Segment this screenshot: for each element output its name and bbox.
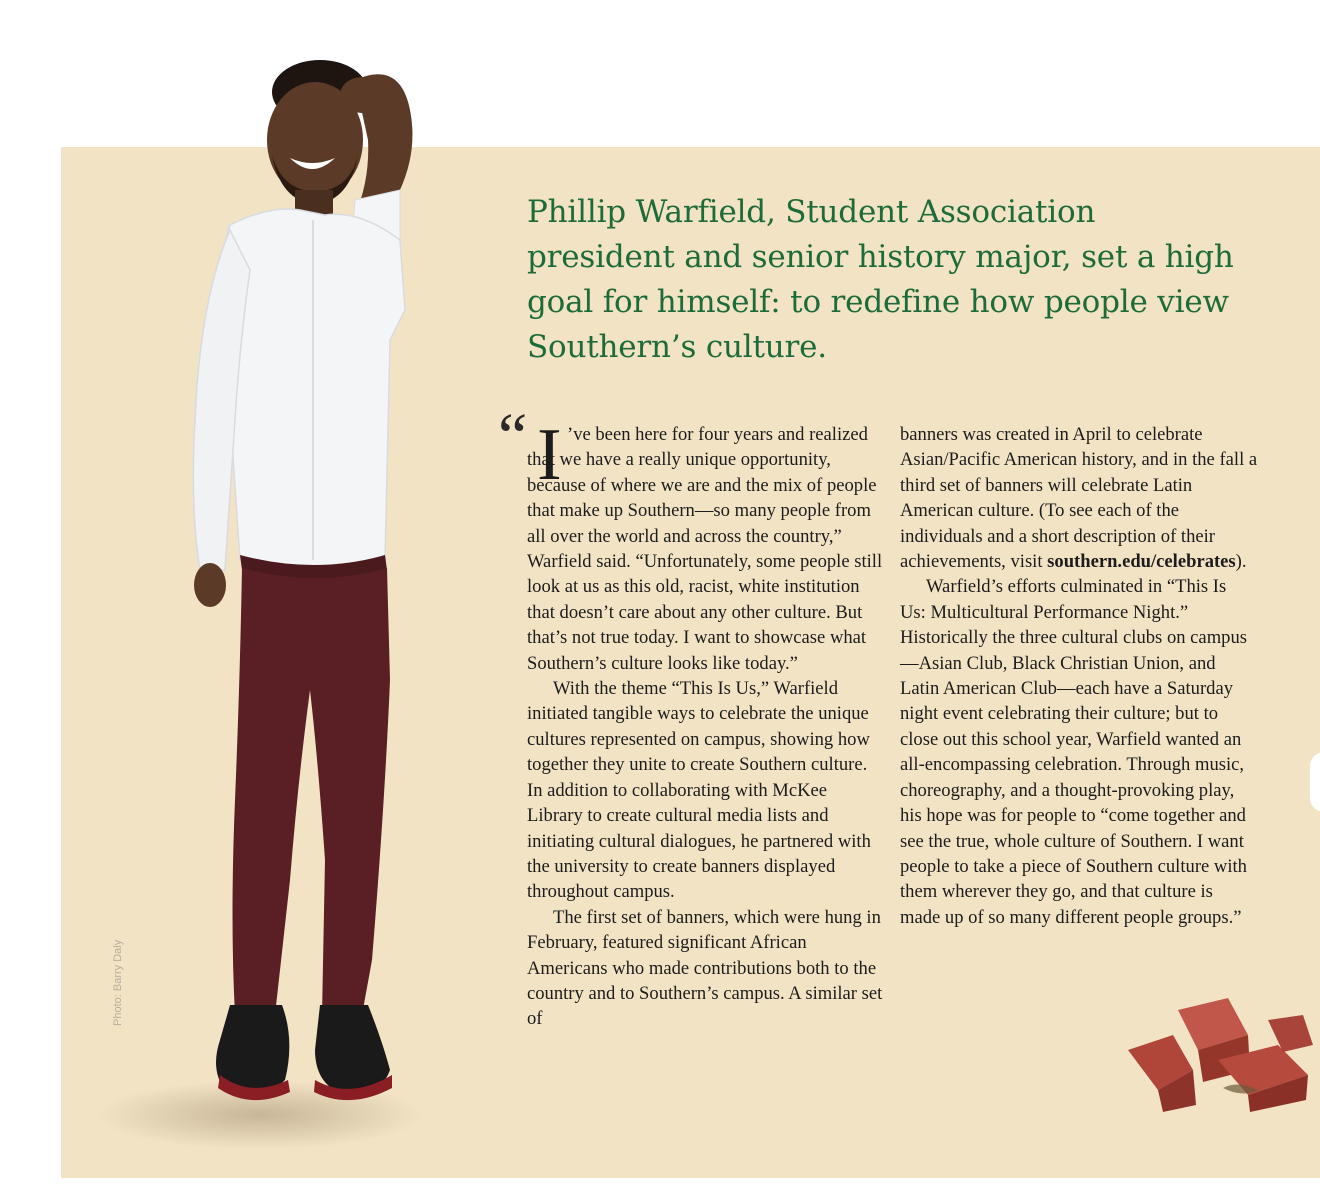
paragraph-theme: With the theme “This Is Us,” Warfield initiated tangible ways to celebrate the unique cultures represented on campus, showing how together they unite to create Southern culture. In addition to collaborating with McKee Library to create cultural media lists and initiating cultural dialogues, he partnered with the university to create banners displayed throughout campus. <box>527 678 871 903</box>
banners-cont-text: banners was created in April to celebrate Asian/Pacific American history, and in the fall a third set of banners will celebrate Latin American culture. (To see each of the individuals and a short description of their achievements, visit <box>900 424 1258 573</box>
paragraph-intro-text: ’ve been here for four years and realized that we have a really unique opportunity, because of where we are and the mix of people that make up Southern—so many people from all over the world and across the country,” Warfield said. “Unfortunately, some people still look at us as this old, racist, white institution that doesn’t care about any other culture. But that’s not true today. I want to showcase what Southern’s culture looks like today.” <box>527 424 883 674</box>
paragraph-intro <box>527 422 883 676</box>
quote-mark: “ <box>498 400 528 473</box>
paragraph-banners-cont <box>900 422 1260 574</box>
article-column-2 <box>900 422 1260 930</box>
article-column-1 <box>527 422 883 1032</box>
paragraph-banners: The first set of banners, which were hung in February, featured significant African Americans who made contributions both to the country and to Southern’s campus. A similar set of <box>527 906 883 1030</box>
headline: Phillip Warfield, Student Association president and senior history major, set a high goal for himself: to redefine how people view Southern’s culture. <box>527 194 1234 365</box>
paragraph-performance: Warfield’s efforts culminated in “This Is Us: Multicultural Performance Night.” Historically the three cultural clubs on campus—Asian Club, Black Christian Union, and Latin American Club—each have a Saturday night event celebrating their culture; but to close out this school year, Warfield wanted an all-encompassing celebration. Through music, choreography, and a thought-provoking play, his hope was for people to “come together and see the true, whole culture of Southern. I want people to take a piece of Southern culture with them wherever they go, and that culture is made up of so many different people groups.” <box>900 576 1247 928</box>
celebrates-link[interactable]: southern.edu/celebrates <box>1047 551 1236 573</box>
drop-cap: I <box>537 414 562 496</box>
page-edge-tab <box>1310 752 1320 812</box>
red-bricks-illustration <box>1118 990 1318 1115</box>
banners-cont-end: ). <box>1235 551 1247 573</box>
photo-credit: Photo: Barry Daly <box>112 939 124 1026</box>
student-portrait <box>100 40 430 1140</box>
